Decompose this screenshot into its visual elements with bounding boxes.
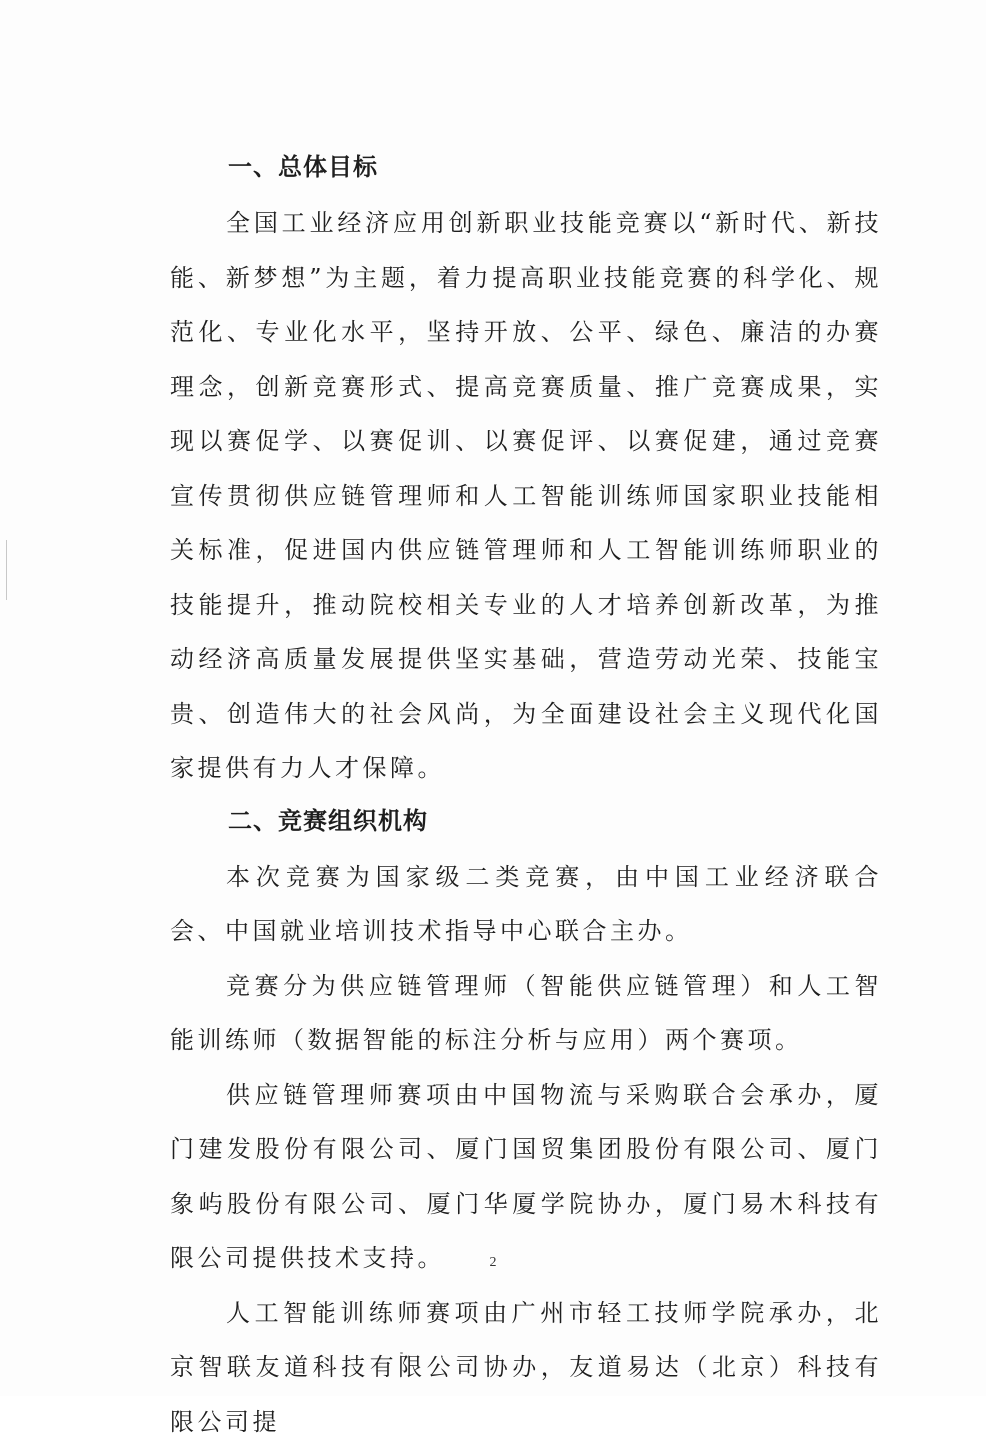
paragraph-competition-tracks: 竞赛分为供应链管理师（智能供应链管理）和人工智能训练师（数据智能的标注分析与应用）两个赛项。 bbox=[170, 959, 882, 1068]
paragraph-supply-chain-track: 供应链管理师赛项由中国物流与采购联合会承办，厦门建发股份有限公司、厦门国贸集团股份有限公司、厦门象屿股份有限公司、厦门华厦学院协办，厦门易木科技有限公司提供技术支持。 bbox=[170, 1068, 882, 1286]
paragraph-ai-trainer-track: 人工智能训练师赛项由广州市轻工技师学院承办，北京智联友道科技有限公司协办，友道易达（北京）科技有限公司提 bbox=[170, 1286, 882, 1449]
section-heading-overall-goals: 一、总体目标 bbox=[170, 146, 882, 188]
paragraph-competition-level: 本次竞赛为国家级二类竞赛，由中国工业经济联合会、中国就业培训技术指导中心联合主办。 bbox=[170, 850, 882, 959]
document-body bbox=[170, 146, 882, 1449]
scan-artifact-line bbox=[6, 540, 7, 600]
page-number: 2 bbox=[0, 1255, 986, 1271]
paragraph-overall-goals: 全国工业经济应用创新职业技能竞赛以“新时代、新技能、新梦想”为主题，着力提高职业技能竞赛的科学化、规范化、专业化水平，坚持开放、公平、绿色、廉洁的办赛理念，创新竞赛形式、提高竞赛质量、推广竞赛成果，实现以赛促学、以赛促训、以赛促评、以赛促建，通过竞赛宣传贯彻供应链管理师和人工智能训练师国家职业技能相关标准，促进国内供应链管理师和人工智能训练师职业的技能提升，推动院校相关专业的人才培养创新改革，为推动经济高质量发展提供坚实基础，营造劳动光荣、技能宝贵、创造伟大的社会风尚，为全面建设社会主义现代化国家提供有力人才保障。 bbox=[170, 196, 882, 796]
section-heading-organization: 二、竞赛组织机构 bbox=[170, 800, 882, 842]
